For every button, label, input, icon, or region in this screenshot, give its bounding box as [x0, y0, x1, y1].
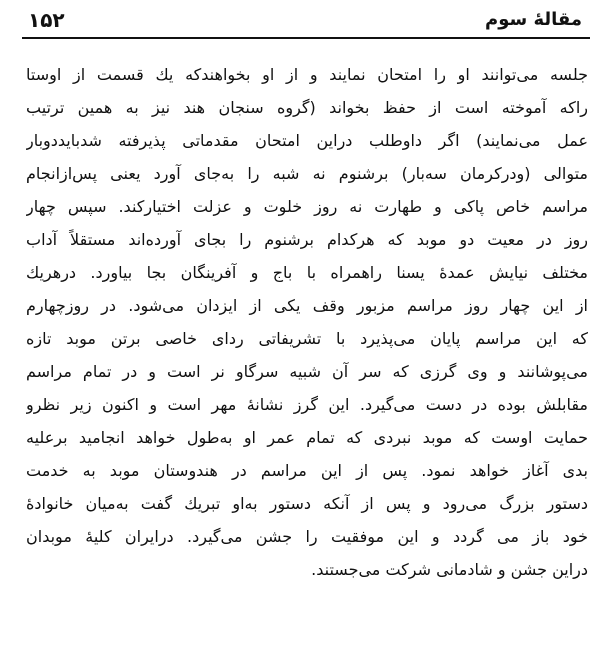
text-line: مختلف نیایش عمدهٔ یسنا راهمراه با باج و آفرینگان بجا بیاورد. درهریك — [26, 263, 588, 282]
page-header — [22, 6, 590, 34]
page-number: ۱۵۲ — [28, 8, 65, 32]
text-line: دستور بزرگ می‌رود و پس از آنکه دستور به‌او تبریك گفت به‌میان خانوادهٔ — [26, 494, 588, 513]
text-line: بدی آغاز خواهد نمود. پس از این مراسم در هندوستان موبد به خدمت — [26, 461, 588, 480]
text-line: خود باز می گردد و این موفقیت را جشن می‌گیرد. درایران کلیهٔ موبدان — [26, 527, 588, 546]
text-line: مراسم خاص پاکی و طهارت نه روز خلوت و عزلت اختیارکند. سپس چهار — [26, 197, 588, 216]
text-line: می‌پوشانند و وی گرزی که سر آن شبیه سرگاو نر است و در تمام مراسم — [26, 362, 588, 381]
text-line: از این چهار روز مراسم مزبور وقف یکی از ایزدان می‌شود. در روزچهارم — [26, 296, 588, 315]
body-text — [26, 58, 588, 586]
text-line: متوالی (ودرکرمان سه‌بار) برشنوم نه شبه را به‌جای آورد یعنی پس‌ازانجام — [26, 164, 588, 183]
text-line: جلسه می‌توانند او را امتحان نمایند و از او بخواهندکه یك قسمت از اوستا — [26, 65, 588, 84]
text-line: راکه آموخته است از حفظ بخواند (گروه سنجان هند نیز به همین ترتیب — [26, 98, 588, 117]
text-line: روز در معیت دو موبد که هرکدام برشنوم را بجای آورده‌اند مستقلاً آداب — [26, 230, 588, 249]
text-line: حمایت اوست که موبد نبردی که تمام عمر او به‌طول خواهد انجامید برعلیه — [26, 428, 588, 447]
header-rule — [22, 37, 590, 39]
text-line: مقابلش بوده در دست می‌گیرد. این گرز نشانهٔ مهر است و اکنون زیر نظرو — [26, 395, 588, 414]
text-line: که این مراسم پایان می‌پذیرد با تشریفاتی ردای خاصی برتن موبد تازه — [26, 329, 588, 348]
text-line: عمل می‌نمایند) اگر داوطلب دراین امتحان مقدماتی پذیرفته شدبایددوبار — [26, 131, 588, 150]
running-title: مقالهٔ سوم — [485, 9, 582, 30]
text-line: دراین جشن و شادمانی شرکت می‌جستند. — [311, 560, 588, 579]
